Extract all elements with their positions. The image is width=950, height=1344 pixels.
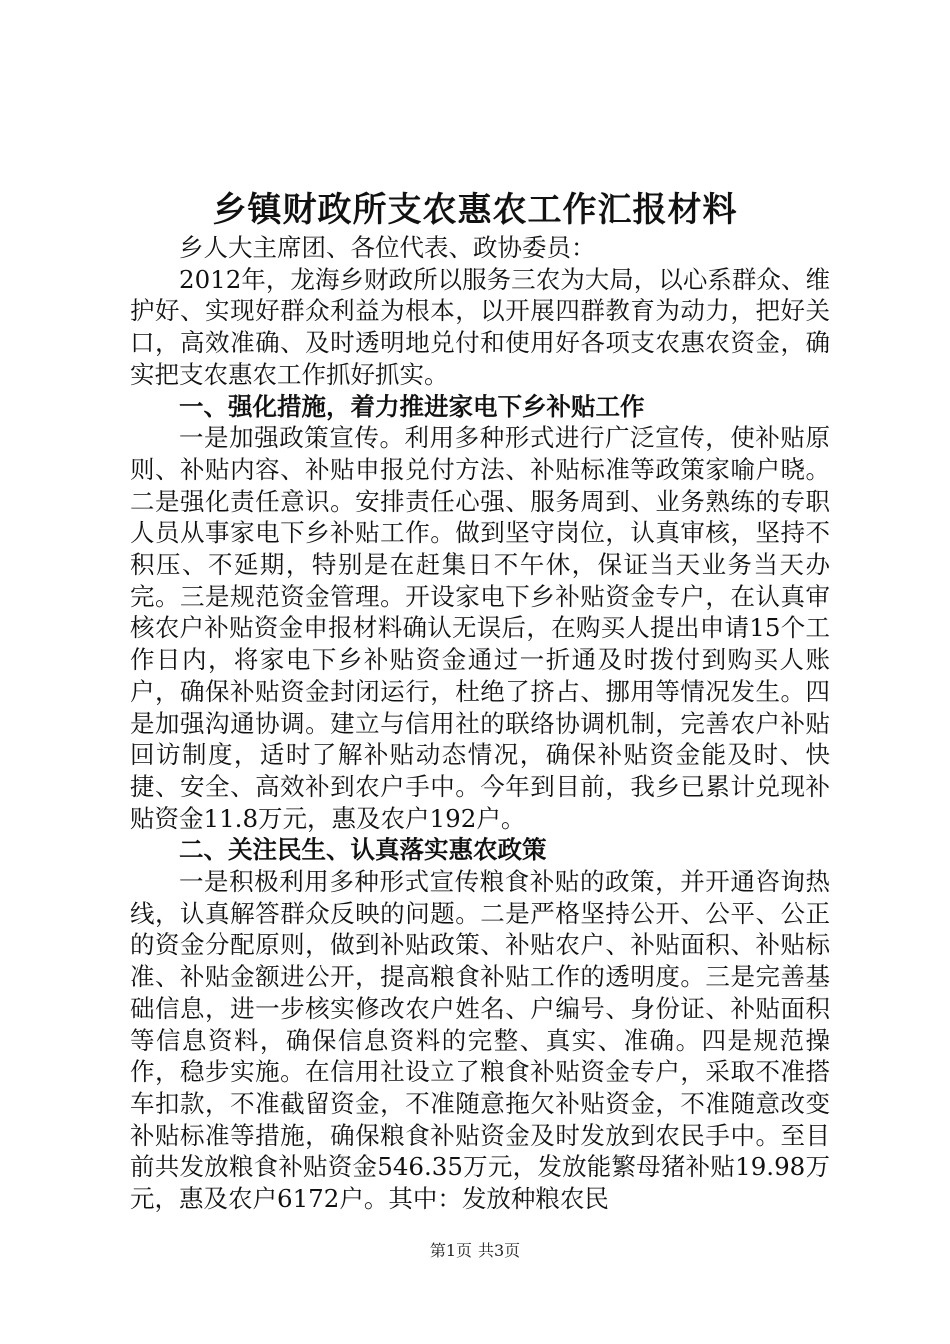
page-footer xyxy=(0,1240,950,1262)
page-total: 共3页 xyxy=(478,1241,521,1260)
document-title: 乡镇财政所支农惠农工作汇报材料 xyxy=(212,190,738,230)
section-heading-1: 一、强化措施，着力推进家电下乡补贴工作 xyxy=(179,391,645,421)
document-body xyxy=(130,232,830,1215)
intro-paragraph: 2012年，龙海乡财政所以服务三农为大局，以心系群众、维护好、实现好群众利益为根本，以开展四群教育为动力，把好关口，高效准确、及时透明地兑付和使用好各项支农惠农资金，确实把支农惠农工作抓好抓实。 xyxy=(130,264,830,389)
section-heading-2: 二、关注民生、认真落实惠农政策 xyxy=(179,835,547,865)
section-paragraph-1: 一是加强政策宣传。利用多种形式进行广泛宣传，使补贴原则、补贴内容、补贴申报兑付方法、补贴标准等政策家喻户晓。二是强化责任意识。安排责任心强、服务周到、业务熟练的专职人员从事家电下乡补贴工作。做到坚守岗位，认真审核，坚持不积压、不延期，特别是在赶集日不午休，保证当天业务当天办完。三是规范资金管理。开设家电下乡补贴资金专户，在认真审核农户补贴资金申报材料确认无误后，在购买人提出申请15个工作日内，将家电下乡补贴资金通过一折通及时拨付到购买人账户，确保补贴资金封闭运行，杜绝了挤占、挪用等情况发生。四是加强沟通协调。建立与信用社的联络协调机制，完善农户补贴回访制度，适时了解补贴动态情况，确保补贴资金能及时、快捷、安全、高效补到农户手中。今年到目前，我乡已累计兑现补贴资金11.8万元，惠及农户192户。 xyxy=(130,423,830,833)
section-paragraph-2: 一是积极利用多种形式宣传粮食补贴的政策，并开通咨询热线，认真解答群众反映的问题。二是严格坚持公开、公平、公正的资金分配原则，做到补贴政策、补贴农户、补贴面积、补贴标准、补贴金额进公开，提高粮食补贴工作的透明度。三是完善基础信息，进一步核实修改农户姓名、户编号、身份证、补贴面积等信息资料，确保信息资料的完整、真实、准确。四是规范操作，稳步实施。在信用社设立了粮食补贴资金专户，采取不准搭车扣款，不准截留资金，不准随意拖欠补贴资金，不准随意改变补贴标准等措施，确保粮食补贴资金及时发放到农民手中。至目前共发放粮食补贴资金546.35万元，发放能繁母猪补贴19.98万元，惠及农户6172户。其中：发放种粮农民 xyxy=(130,867,830,1214)
page-number: 第1页 xyxy=(429,1241,472,1260)
salutation: 乡人大主席团、各位代表、政协委员： xyxy=(179,233,596,262)
